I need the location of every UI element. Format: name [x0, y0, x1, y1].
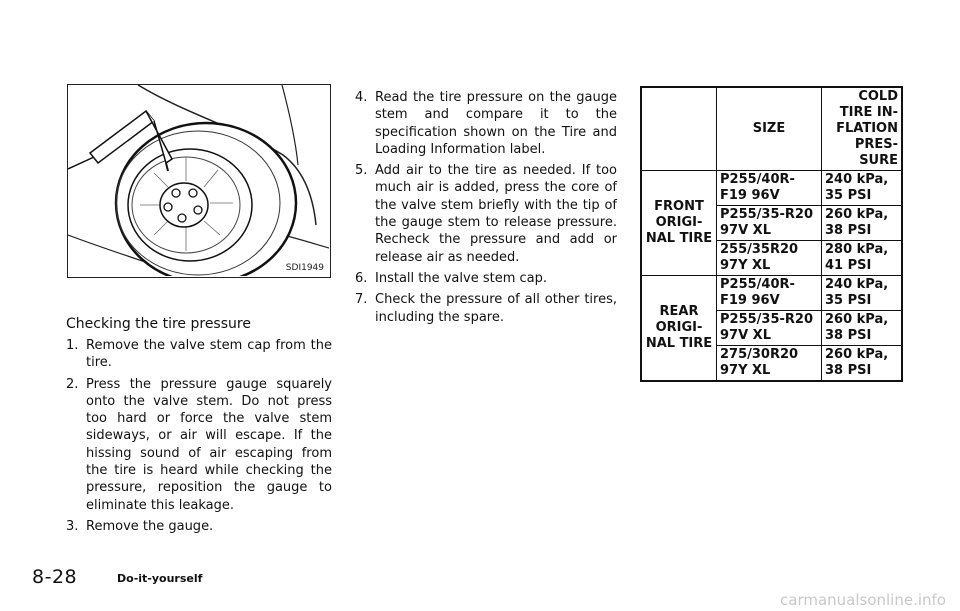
tire-pressure-cell: 260 kPa, 38 PSI [822, 206, 903, 241]
tire-pressure-table [640, 86, 903, 382]
step-text: Remove the valve stem cap from the tire. [86, 338, 332, 371]
table-header-blank [641, 87, 717, 171]
step-item [355, 89, 617, 158]
watermark: carmanualsonline.info [780, 591, 946, 609]
tire-group-label: REAR ORIGI-NAL TIRE [641, 276, 717, 382]
tire-pressure-cell: 240 kPa, 35 PSI [822, 171, 903, 206]
step-text: Install the valve stem cap. [375, 270, 547, 286]
step-number: 7. [355, 292, 368, 308]
tire-size-cell: P255/35-R20 97V XL [717, 311, 822, 346]
tire-pressure-cell: 260 kPa, 38 PSI [822, 311, 903, 346]
page-number: 8-28 [32, 566, 78, 588]
section-title: Checking the tire pressure [66, 316, 251, 332]
step-text: Press the pressure gauge squarely onto the valve stem. Do not press too hard or force the valve stem sideways, or air will escape. If the hissing sound of air escaping from the tire is heard while checking the pressure, reposition the gauge to eliminate this leakage. [86, 376, 332, 513]
steps-list-col1 [66, 337, 332, 539]
tire-size-cell: P255/35-R20 97V XL [717, 206, 822, 241]
tire-size-cell: P255/40R-F19 96V [717, 171, 822, 206]
tire-pressure-figure [67, 84, 331, 278]
section-name: Do-it-yourself [117, 572, 203, 585]
step-number: 4. [355, 90, 368, 105]
step-item [66, 518, 332, 535]
figure-code: SDI1949 [285, 263, 324, 273]
tire-pressure-cell: 240 kPa, 35 PSI [822, 276, 903, 311]
step-item [355, 291, 617, 326]
table-header-pressure: COLD TIRE IN-FLATION PRES-SURE [822, 87, 903, 171]
step-number: 6. [355, 270, 368, 286]
tire-pressure-cell: 260 kPa, 38 PSI [822, 346, 903, 382]
step-number: 2. [66, 376, 79, 392]
table-row [641, 276, 902, 311]
steps-list-col2 [355, 89, 617, 330]
step-text: Check the pressure of all other tires, including the spare. [375, 292, 617, 325]
tire-size-cell: 255/35R20 97Y XL [717, 241, 822, 276]
step-item [355, 162, 617, 266]
step-number: 1. [66, 338, 79, 353]
tire-size-cell: P255/40R-F19 96V [717, 276, 822, 311]
table-header-row [641, 87, 902, 171]
step-item [66, 376, 332, 514]
tire-group-label: FRONT ORIGI-NAL TIRE [641, 171, 717, 276]
step-item [66, 337, 332, 372]
table-row [641, 171, 902, 206]
step-item [355, 270, 617, 287]
tire-size-cell: 275/30R20 97Y XL [717, 346, 822, 382]
step-number: 3. [66, 518, 79, 534]
step-number: 5. [355, 163, 368, 179]
step-text: Remove the gauge. [86, 518, 214, 534]
step-text: Add air to the tire as needed. If too much air is added, press the core of the valve stem briefly with the tip of the gauge stem to release pressure. Recheck the pressure and add or release air as needed. [375, 163, 617, 265]
tire-pressure-cell: 280 kPa, 41 PSI [822, 241, 903, 276]
step-text: Read the tire pressure on the gauge stem and compare it to the specification shown on the Tire and Loading Information label. [375, 90, 617, 157]
tire-gauge-illustration [68, 85, 329, 276]
table-header-size: SIZE [717, 87, 822, 171]
